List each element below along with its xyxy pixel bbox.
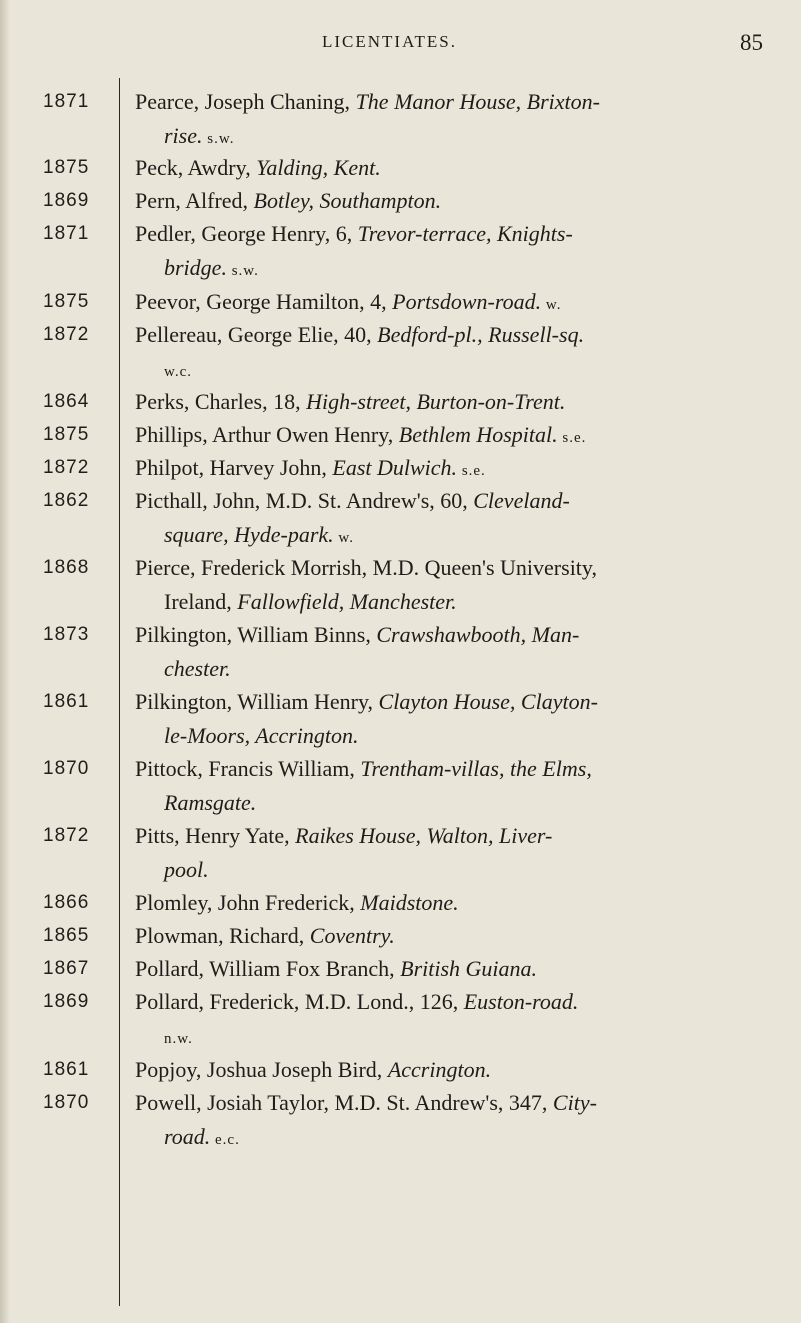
entry-year: 1861 bbox=[43, 1059, 90, 1080]
entry-year: 1875 bbox=[43, 157, 90, 178]
entry-text: Phillips, Arthur Owen Henry, Bethlem Hospital. s.e. bbox=[135, 422, 587, 447]
entry-year: 1866 bbox=[43, 892, 90, 913]
entry-text: Pern, Alfred, Botley, Southampton. bbox=[135, 188, 442, 213]
entry-text: Powell, Josiah Taylor, M.D. St. Andrew's, 347, City- road. e.c. bbox=[135, 1090, 597, 1149]
entry-text: Pilkington, William Henry, Clayton House, Clayton- le-Moors, Accrington. bbox=[135, 689, 598, 748]
entry-text: Philpot, Harvey John, East Dulwich. s.e. bbox=[135, 455, 486, 480]
entry-text: Pollard, William Fox Branch, British Guiana. bbox=[135, 956, 538, 981]
entry-text: Pollard, Frederick, M.D. Lond., 126, Euston-road. n.w. bbox=[135, 989, 579, 1047]
entry-text: Plomley, John Frederick, Maidstone. bbox=[135, 890, 459, 915]
entry-text: Plowman, Richard, Coventry. bbox=[135, 923, 395, 948]
entry-year: 1869 bbox=[43, 190, 90, 211]
entry-year: 1873 bbox=[43, 624, 90, 645]
entry-year: 1870 bbox=[43, 758, 90, 779]
entry-year: 1865 bbox=[43, 925, 90, 946]
entry-text: Pearce, Joseph Chaning, The Manor House, Brixton- rise. s.w. bbox=[135, 89, 600, 148]
entry-text: Pilkington, William Binns, Crawshawbooth, Man- chester. bbox=[135, 622, 580, 681]
entry-text: Peevor, George Hamilton, 4, Portsdown-road. w. bbox=[135, 289, 562, 314]
entry-year: 1869 bbox=[43, 991, 90, 1012]
entry-text: Perks, Charles, 18, High-street, Burton-on-Trent. bbox=[135, 389, 566, 414]
page-number: 85 bbox=[740, 30, 763, 55]
entry-year: 1870 bbox=[43, 1092, 90, 1113]
entry-year: 1875 bbox=[43, 291, 90, 312]
entry-text: Pellereau, George Elie, 40, Bedford-pl., Russell-sq. w.c. bbox=[135, 322, 585, 380]
entry-year: 1872 bbox=[43, 324, 90, 345]
column-rule bbox=[119, 78, 120, 1306]
entry-year: 1867 bbox=[43, 958, 90, 979]
entry-year: 1872 bbox=[43, 825, 90, 846]
entry-year: 1864 bbox=[43, 391, 90, 412]
entry-year: 1868 bbox=[43, 557, 90, 578]
running-title: LICENTIATES. bbox=[322, 32, 457, 51]
entry-year: 1861 bbox=[43, 691, 90, 712]
page-header bbox=[0, 30, 801, 60]
entry-text: Peck, Awdry, Yalding, Kent. bbox=[135, 155, 381, 180]
entry-year: 1871 bbox=[43, 223, 90, 244]
entry-text: Pierce, Frederick Morrish, M.D. Queen's University, Ireland, Fallowfield, Manchester. bbox=[135, 555, 597, 614]
entry-text: Popjoy, Joshua Joseph Bird, Accrington. bbox=[135, 1057, 492, 1082]
entry-year: 1862 bbox=[43, 490, 90, 511]
entry-year: 1875 bbox=[43, 424, 90, 445]
entry-text: Pedler, George Henry, 6, Trevor-terrace, Knights- bridge. s.w. bbox=[135, 221, 573, 280]
entry-text: Picthall, John, M.D. St. Andrew's, 60, Cleveland- square, Hyde-park. w. bbox=[135, 488, 570, 547]
entry-text: Pittock, Francis William, Trentham-villas, the Elms, Ramsgate. bbox=[135, 756, 592, 815]
entry-text: Pitts, Henry Yate, Raikes House, Walton, Liver- pool. bbox=[135, 823, 553, 882]
entry-year: 1871 bbox=[43, 91, 90, 112]
page-edge bbox=[0, 0, 10, 1323]
entry-year: 1872 bbox=[43, 457, 90, 478]
